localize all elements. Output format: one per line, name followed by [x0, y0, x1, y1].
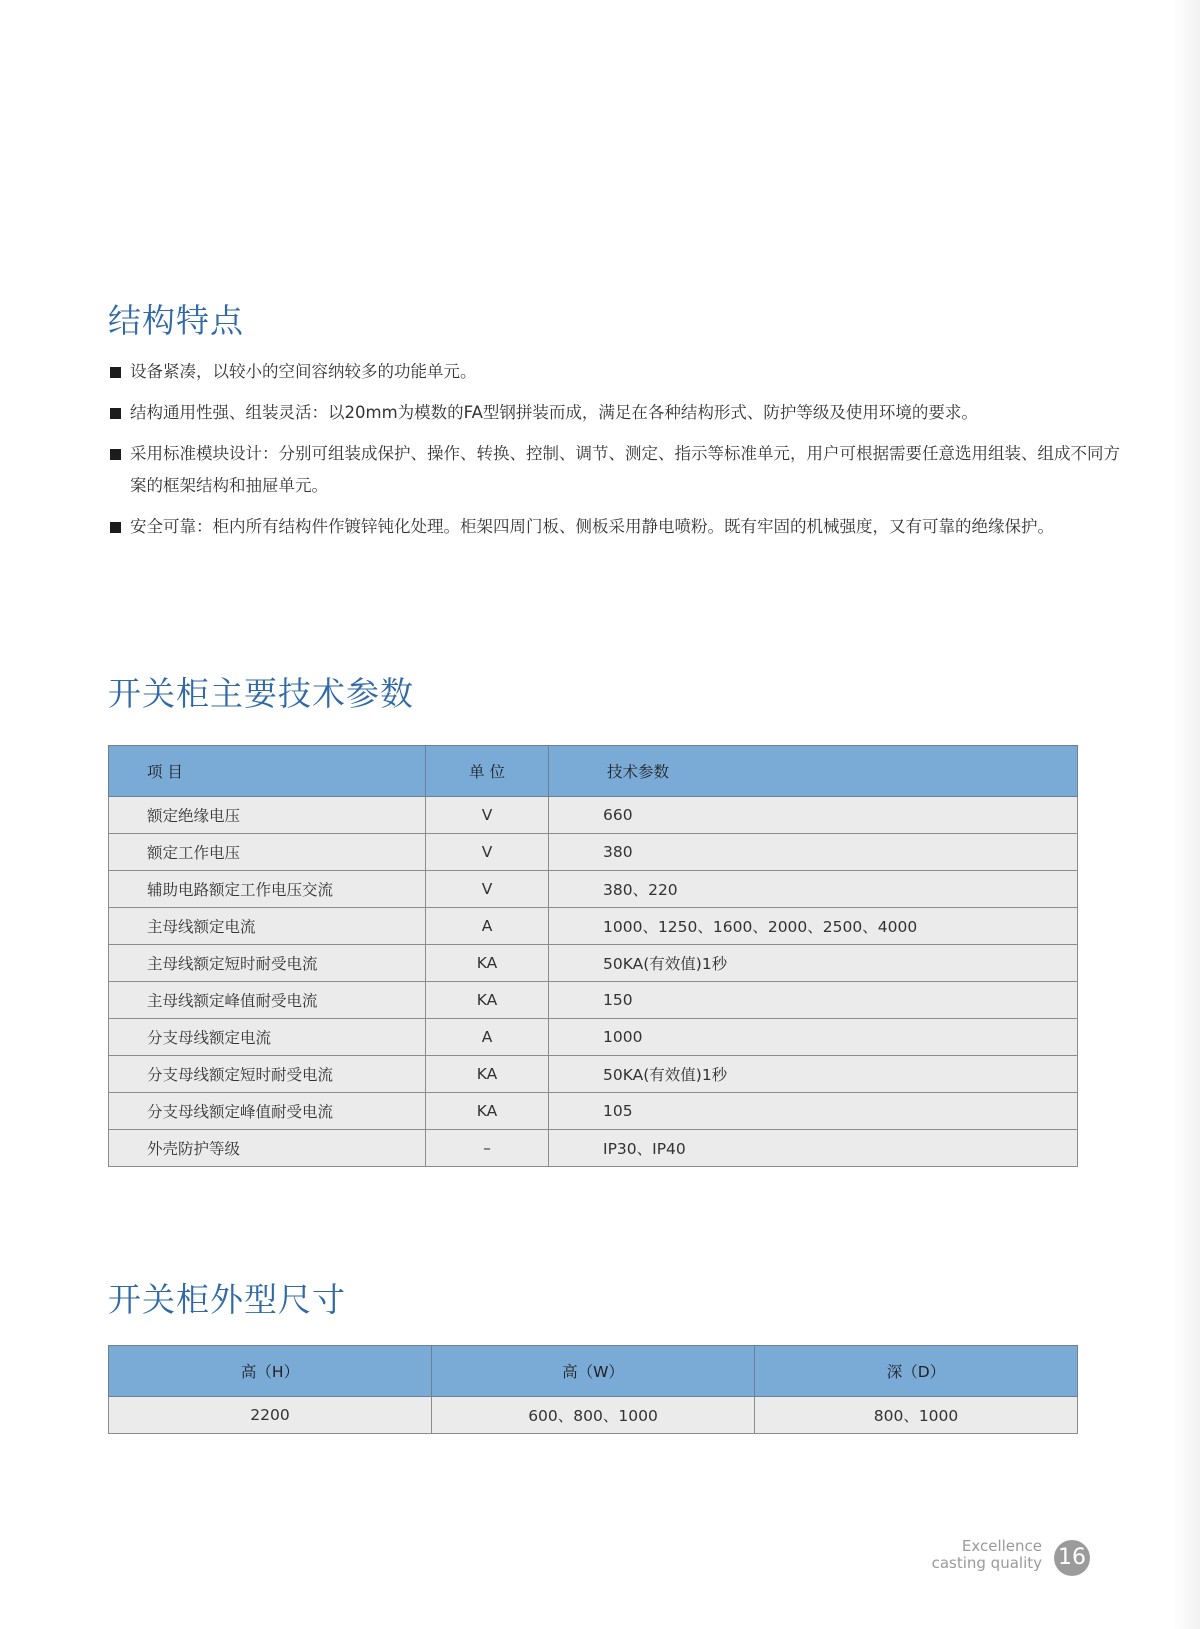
- cell-item: 额定绝缘电压: [109, 797, 426, 834]
- cell-item: 主母线额定短时耐受电流: [109, 945, 426, 982]
- cell-spec: 50KA(有效值)1秒: [549, 945, 1078, 982]
- table-header-row: [109, 746, 1078, 797]
- header-width: 高（W）: [432, 1346, 755, 1397]
- cell-spec: 380、220: [549, 871, 1078, 908]
- header-unit: 单 位: [426, 746, 549, 797]
- page-footer: [900, 1538, 1100, 1588]
- dimensions-table: [108, 1345, 1078, 1434]
- cell-spec: IP30、IP40: [549, 1130, 1078, 1167]
- cell-item: 主母线额定电流: [109, 908, 426, 945]
- cell-unit: KA: [426, 982, 549, 1019]
- cell-item: 分支母线额定短时耐受电流: [109, 1056, 426, 1093]
- table-row: [109, 1397, 1078, 1434]
- cell-unit: –: [426, 1130, 549, 1167]
- cell-unit: KA: [426, 1056, 549, 1093]
- feature-item: [110, 356, 1120, 388]
- cell-spec: 660: [549, 797, 1078, 834]
- cell-item: 分支母线额定电流: [109, 1019, 426, 1056]
- square-bullet-icon: [110, 367, 121, 378]
- cell-unit: V: [426, 871, 549, 908]
- section-title-dimensions: 开关柜外型尺寸: [108, 1280, 346, 1319]
- feature-item: [110, 397, 1120, 429]
- cell-unit: V: [426, 834, 549, 871]
- feature-item: [110, 438, 1120, 502]
- page-number-badge: 16: [1054, 1540, 1090, 1576]
- table-row: [109, 1130, 1078, 1167]
- cell-spec: 1000、1250、1600、2000、2500、4000: [549, 908, 1078, 945]
- table-row: [109, 834, 1078, 871]
- cell-spec: 50KA(有效值)1秒: [549, 1056, 1078, 1093]
- feature-list: [110, 356, 1120, 552]
- cell-unit: KA: [426, 945, 549, 982]
- table-row: [109, 1056, 1078, 1093]
- square-bullet-icon: [110, 408, 121, 419]
- cell-spec: 1000: [549, 1019, 1078, 1056]
- cell-item: 外壳防护等级: [109, 1130, 426, 1167]
- table-row: [109, 982, 1078, 1019]
- header-spec: 技术参数: [549, 746, 1078, 797]
- feature-text: 结构通用性强、组装灵活：以20mm为模数的FA型钢拼装而成，满足在各种结构形式、防护等级及使用环境的要求。: [130, 403, 978, 422]
- table-header-row: [109, 1346, 1078, 1397]
- feature-text: 采用标准模块设计：分别可组装成保护、操作、转换、控制、调节、测定、指示等标准单元，用户可根据需要任意选用组装、组成不同方案的框架结构和抽屉单元。: [130, 444, 1120, 495]
- page-edge-shadow: [1172, 0, 1200, 1629]
- cell-height: 2200: [109, 1397, 432, 1434]
- cell-unit: A: [426, 1019, 549, 1056]
- cell-unit: A: [426, 908, 549, 945]
- square-bullet-icon: [110, 522, 121, 533]
- cell-unit: V: [426, 797, 549, 834]
- cell-item: 主母线额定峰值耐受电流: [109, 982, 426, 1019]
- section-title-structure: 结构特点: [108, 301, 244, 340]
- cell-item: 辅助电路额定工作电压交流: [109, 871, 426, 908]
- footer-tagline: [932, 1538, 1042, 1572]
- table-row: [109, 797, 1078, 834]
- parameters-table: [108, 745, 1078, 1167]
- cell-unit: KA: [426, 1093, 549, 1130]
- cell-width: 600、800、1000: [432, 1397, 755, 1434]
- table-row: [109, 871, 1078, 908]
- table-row: [109, 945, 1078, 982]
- section-title-parameters: 开关柜主要技术参数: [108, 674, 414, 713]
- cell-item: 额定工作电压: [109, 834, 426, 871]
- header-item: 项 目: [109, 746, 426, 797]
- header-depth: 深（D）: [755, 1346, 1078, 1397]
- cell-spec: 105: [549, 1093, 1078, 1130]
- table-row: [109, 1019, 1078, 1056]
- table-row: [109, 1093, 1078, 1130]
- cell-spec: 380: [549, 834, 1078, 871]
- cell-spec: 150: [549, 982, 1078, 1019]
- cell-depth: 800、1000: [755, 1397, 1078, 1434]
- cell-item: 分支母线额定峰值耐受电流: [109, 1093, 426, 1130]
- feature-text: 设备紧凑，以较小的空间容纳较多的功能单元。: [130, 362, 477, 381]
- header-height: 高（H）: [109, 1346, 432, 1397]
- footer-line1: Excellence: [961, 1537, 1042, 1555]
- square-bullet-icon: [110, 449, 121, 460]
- feature-item: [110, 511, 1120, 543]
- footer-line2: casting quality: [931, 1554, 1042, 1572]
- table-row: [109, 908, 1078, 945]
- feature-text: 安全可靠：柜内所有结构件作镀锌钝化处理。柜架四周门板、侧板采用静电喷粉。既有牢固的机械强度，又有可靠的绝缘保护。: [130, 517, 1054, 536]
